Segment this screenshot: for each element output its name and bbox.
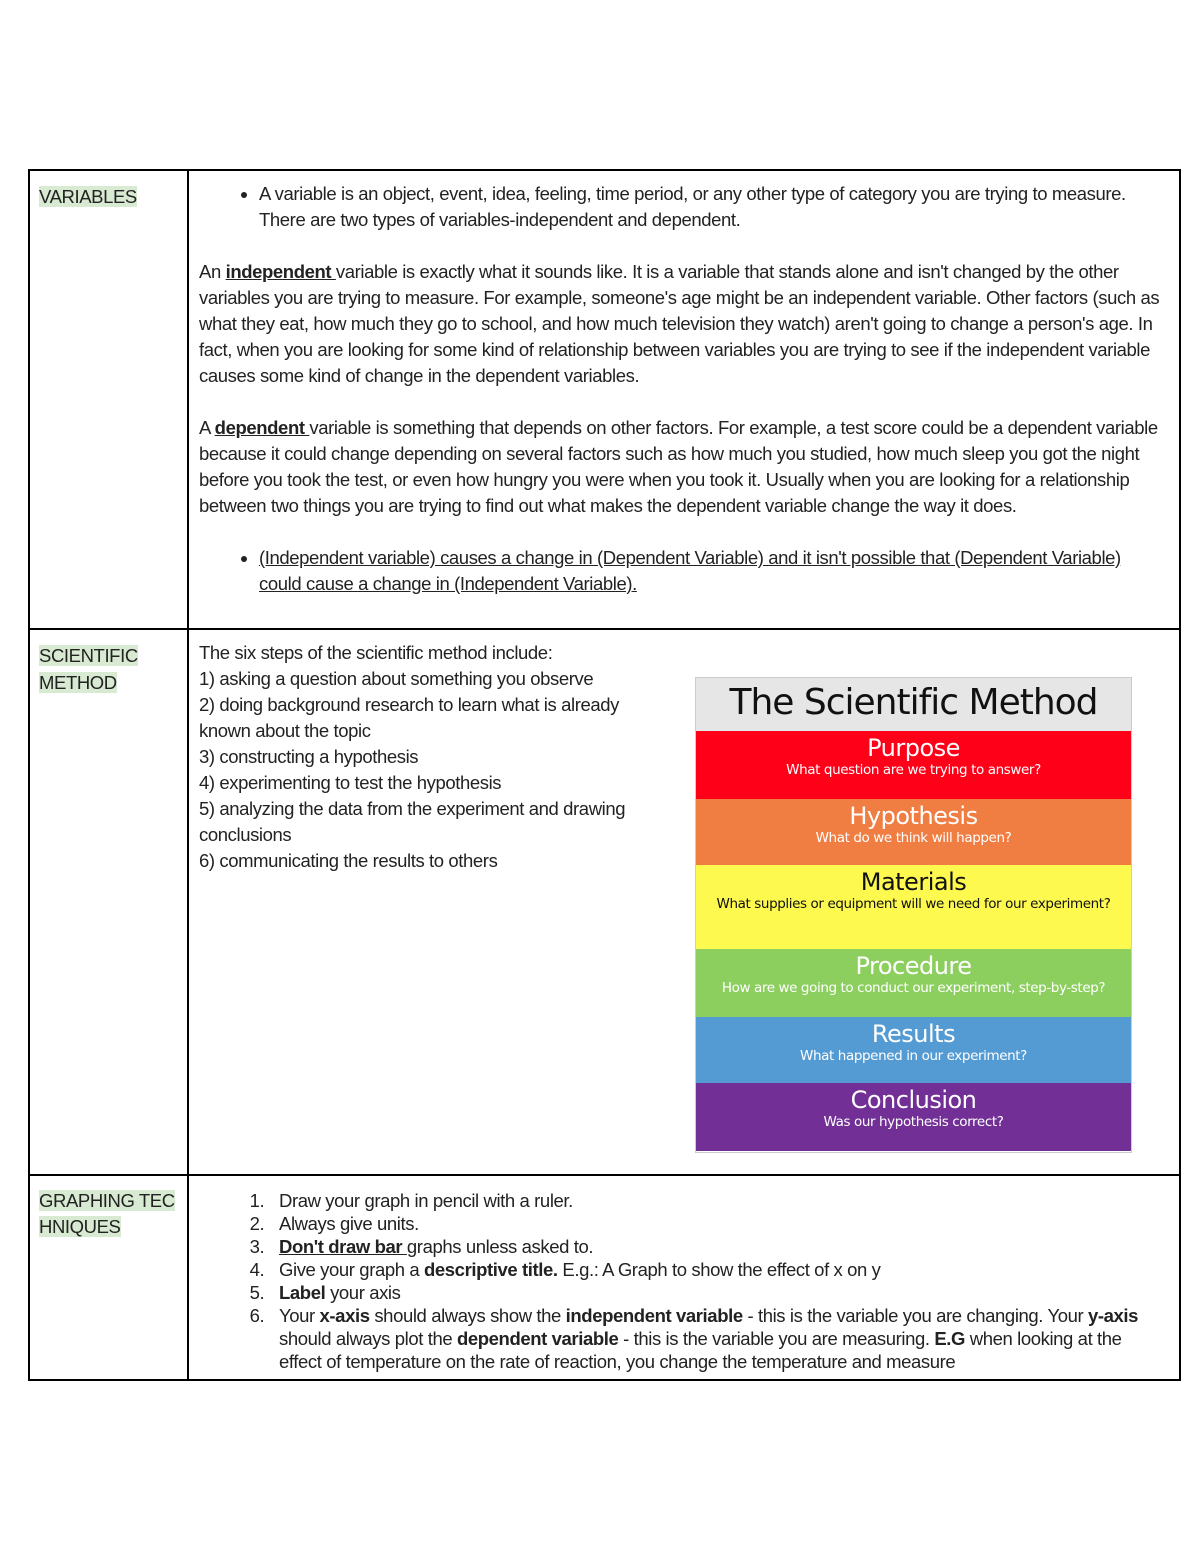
band-subtitle: Was our hypothesis correct? bbox=[823, 1114, 1004, 1130]
emphasis: x-axis bbox=[319, 1305, 370, 1326]
graph-tip bbox=[269, 1258, 1167, 1281]
text: Give your graph a bbox=[279, 1259, 424, 1280]
graph-tip: 2. Always give units. bbox=[269, 1212, 1167, 1235]
emphasis: y-axis bbox=[1087, 1305, 1139, 1326]
text: An bbox=[199, 261, 226, 282]
variables-content bbox=[188, 170, 1180, 629]
text: A bbox=[199, 417, 215, 438]
graph-tip bbox=[269, 1304, 1167, 1373]
graph-tip bbox=[269, 1281, 1167, 1304]
band-subtitle: What supplies or equipment will we need for our experiment? bbox=[716, 896, 1111, 912]
emphasis: dependent variable bbox=[456, 1328, 619, 1349]
text: your axis bbox=[325, 1282, 401, 1303]
text: E.g.: A Graph to show the effect of x on y bbox=[557, 1259, 881, 1280]
emphasis: Don't draw bar bbox=[279, 1236, 407, 1257]
band-title: Materials bbox=[860, 868, 967, 896]
text: Your bbox=[279, 1305, 320, 1326]
band-subtitle: How are we going to conduct our experiment, step-by-step? bbox=[721, 980, 1106, 996]
emphasis: independent variable bbox=[565, 1305, 743, 1326]
graphing-label-cell bbox=[29, 1175, 188, 1380]
band-title: Procedure bbox=[855, 952, 972, 980]
graphing-content bbox=[188, 1175, 1180, 1380]
step: 3) constructing a hypothesis bbox=[199, 746, 419, 767]
band-title: Conclusion bbox=[850, 1086, 977, 1114]
graphing-row bbox=[29, 1175, 1180, 1380]
method-label-cell bbox=[29, 629, 188, 1175]
text: variable is exactly what it sounds like. It is a variable that stands alone and isn't changed by the other variables you are trying to measure. For example, someone's age might be an independent variable. Other factors (such as what they eat, how much they go to school, and how much television they watch) aren't going to change a person's age. In fact, when you are looking for some kind of relationship between variables you are trying to see if the independent variable causes some kind of change in the dependent variables. bbox=[199, 261, 1160, 386]
band-materials bbox=[696, 865, 1131, 949]
emphasis: Label bbox=[279, 1282, 326, 1303]
step: 6) communicating the results to others bbox=[199, 850, 498, 871]
band-title: Purpose bbox=[867, 734, 960, 762]
band-purpose bbox=[696, 731, 1131, 799]
step: 1) asking a question about something you observe bbox=[199, 668, 594, 689]
image-bands bbox=[696, 731, 1131, 1151]
step: 2) doing background research to learn what is already known about the topic bbox=[199, 694, 619, 741]
band-title: Hypothesis bbox=[849, 802, 978, 830]
text: - this is the variable you are measuring. bbox=[618, 1328, 935, 1349]
scientific-method-image bbox=[695, 677, 1132, 1153]
graph-tip bbox=[269, 1235, 1167, 1258]
text: - this is the variable you are changing. Your bbox=[742, 1305, 1088, 1326]
independent-paragraph bbox=[199, 259, 1167, 389]
image-title: The Scientific Method bbox=[696, 678, 1131, 731]
emphasis: E.G bbox=[934, 1328, 966, 1349]
graphing-label: GRAPHING TECHNIQUES bbox=[39, 1190, 175, 1237]
independent-term: independent bbox=[225, 261, 336, 282]
band-results bbox=[696, 1017, 1131, 1083]
graph-tip: 1. Draw your graph in pencil with a ruler. bbox=[269, 1189, 1167, 1212]
variables-label-cell bbox=[29, 170, 188, 629]
band-hypothesis bbox=[696, 799, 1131, 865]
step: 5) analyzing the data from the experiment and drawing conclusions bbox=[199, 798, 626, 845]
method-label: SCIENTIFIC METHOD bbox=[39, 645, 138, 693]
dependent-paragraph bbox=[199, 415, 1167, 519]
method-intro: The six steps of the scientific method include: bbox=[199, 642, 553, 663]
text: should always plot the bbox=[279, 1328, 457, 1349]
band-subtitle: What do we think will happen? bbox=[815, 830, 1012, 846]
band-subtitle: What question are we trying to answer? bbox=[786, 762, 1041, 778]
text: variable is something that depends on other factors. For example, a test score could be a dependent variable because it could change depending on several factors such as how much you studied, how much sleep you got the night before you took the test, or even how hungry you were when you took it. Usually when you are looking for a relationship between two things you are trying to find out what makes the dependent variable change the way it does. bbox=[199, 417, 1158, 516]
emphasis: descriptive title. bbox=[424, 1259, 558, 1280]
text: should always show the bbox=[369, 1305, 566, 1326]
text: graphs unless asked to. bbox=[406, 1236, 594, 1257]
variables-row bbox=[29, 170, 1180, 629]
dependent-term: dependent bbox=[214, 417, 310, 438]
variables-label: VARIABLES bbox=[39, 186, 137, 207]
band-title: Results bbox=[871, 1020, 956, 1048]
band-subtitle: What happened in our experiment? bbox=[800, 1048, 1027, 1064]
variable-definition: • A variable is an object, event, idea, feeling, time period, or any other type of category you are trying to measure. There are two types of variables-independent and dependent. bbox=[259, 181, 1167, 233]
step: 4) experimenting to test the hypothesis bbox=[199, 772, 502, 793]
band-procedure bbox=[696, 949, 1131, 1017]
text: when looking at the effect of temperature on the rate of reaction, you change the temperature and measure bbox=[279, 1328, 1122, 1372]
band-conclusion bbox=[696, 1083, 1131, 1151]
causation-rule: • (Independent variable) causes a change in (Dependent Variable) and it isn't possible that (Dependent Variable) could cause a change in (Independent Variable). bbox=[259, 545, 1167, 597]
